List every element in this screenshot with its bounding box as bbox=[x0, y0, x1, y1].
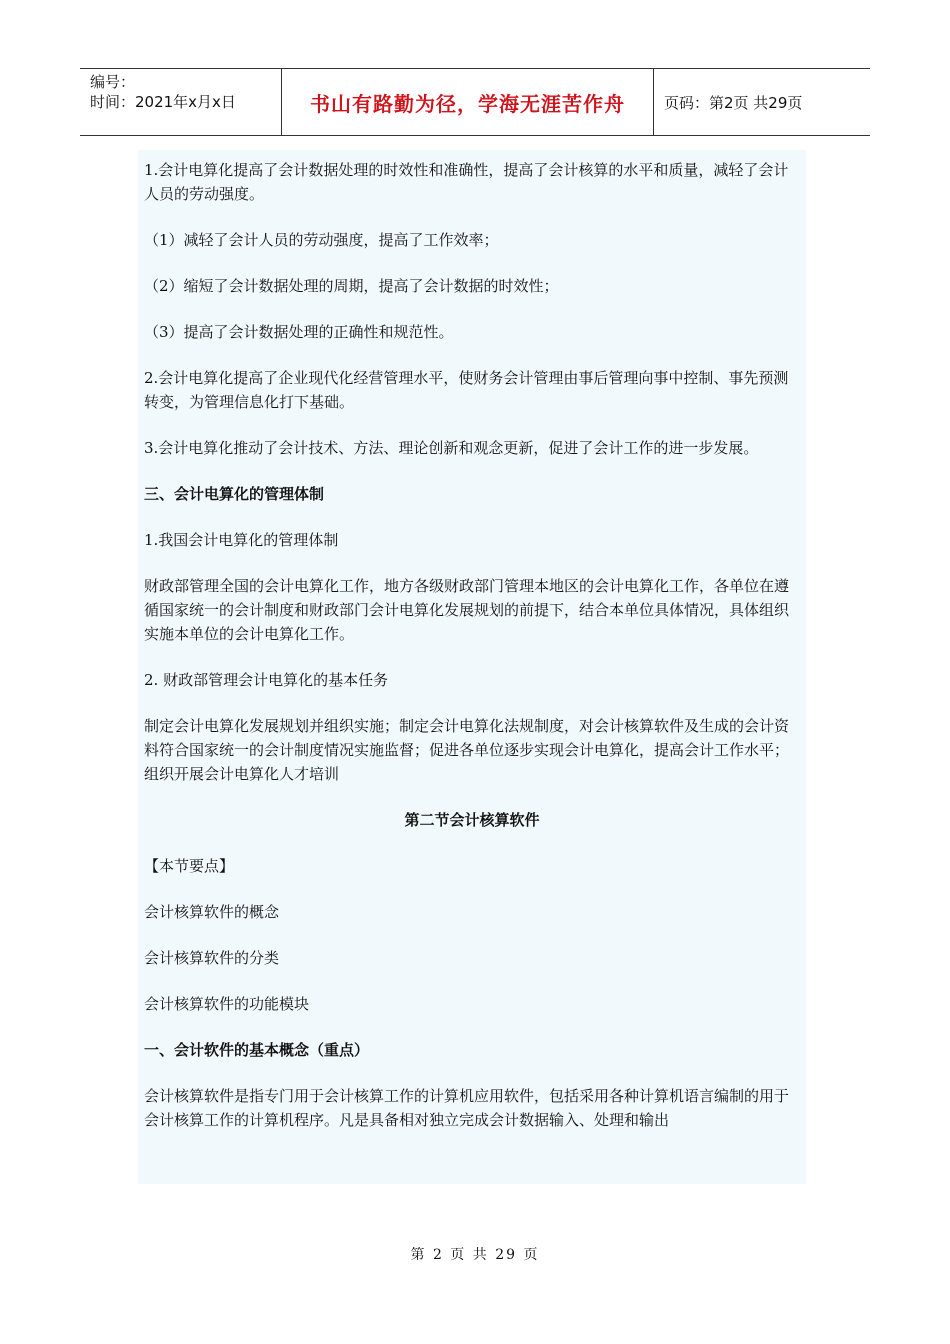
paragraph: 制定会计电算化发展规划并组织实施；制定会计电算化法规制度，对会计核算软件及生成的会计资料符合国家统一的会计制度情况实施监督；促进各单位逐步实现会计电算化，提高会计工作水平；组织开展会计电算化人才培训 bbox=[144, 717, 790, 783]
page-header bbox=[80, 68, 870, 136]
paragraph: 财政部管理全国的会计电算化工作，地方各级财政部门管理本地区的会计电算化工作，各单位在遵循国家统一的会计制度和财政部门会计电算化发展规划的前提下，结合本单位具体情况，具体组织实施本单位的会计电算化工作。 bbox=[144, 577, 790, 643]
document-date: 时间：2021年x月x日 bbox=[90, 93, 236, 111]
document-body bbox=[138, 150, 806, 1184]
subheading: 1.我国会计电算化的管理体制 bbox=[144, 531, 339, 549]
list-item: 会计核算软件的概念 bbox=[144, 903, 280, 921]
list-item: 会计核算软件的功能模块 bbox=[144, 995, 310, 1013]
document-number-label: 编号： bbox=[90, 73, 136, 91]
header-meta bbox=[80, 69, 282, 135]
list-item: （2）缩短了会计数据处理的周期，提高了会计数据的时效性； bbox=[144, 277, 559, 295]
header-page-info: 页码：第2页 共29页 bbox=[664, 93, 803, 112]
list-item: （1）减轻了会计人员的劳动强度，提高了工作效率； bbox=[144, 231, 499, 249]
key-points-label: 【本节要点】 bbox=[144, 857, 235, 875]
paragraph: 2.会计电算化提高了企业现代化经营管理水平，使财务会计管理由事后管理向事中控制、事先预测转变，为管理信息化打下基础。 bbox=[144, 369, 789, 411]
chapter-section-title: 第二节会计核算软件 bbox=[404, 811, 540, 829]
paragraph: 1.会计电算化提高了会计数据处理的时效性和准确性，提高了会计核算的水平和质量，减轻了会计人员的劳动强度。 bbox=[144, 161, 789, 203]
paragraph: 3.会计电算化推动了会计技术、方法、理论创新和观念更新，促进了会计工作的进一步发展。 bbox=[144, 439, 759, 457]
section-heading: 三、会计电算化的管理体制 bbox=[144, 485, 325, 503]
paragraph: 会计核算软件是指专门用于会计核算工作的计算机应用软件，包括采用各种计算机语言编制的用于会计核算工作的计算机程序。凡是具备相对独立完成会计数据输入、处理和输出 bbox=[144, 1087, 790, 1129]
list-item: （3）提高了会计数据处理的正确性和规范性。 bbox=[144, 323, 454, 341]
list-item: 会计核算软件的分类 bbox=[144, 949, 280, 967]
section-heading: 一、会计软件的基本概念（重点） bbox=[144, 1041, 370, 1059]
page-footer: 第 2 页 共 29 页 bbox=[410, 1247, 540, 1263]
subheading: 2. 财政部管理会计电算化的基本任务 bbox=[144, 671, 389, 689]
header-motto: 书山有路勤为径，学海无涯苦作舟 bbox=[282, 69, 654, 135]
